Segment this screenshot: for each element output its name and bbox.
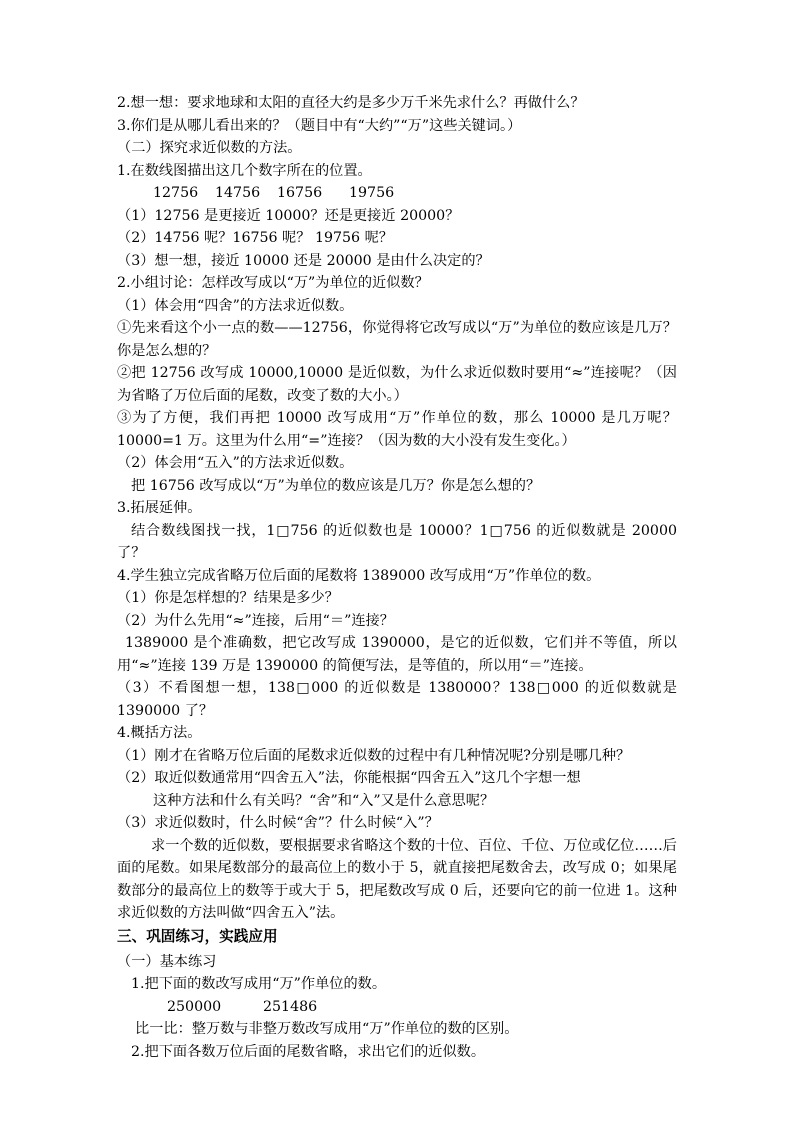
step-line: 1.在数线图描出这几个数字所在的位置。 [117,162,372,179]
step-line: 3.拓展延伸。 [117,500,202,516]
number: 250000 [167,998,222,1015]
question-line: （1）你是怎样想的？结果是多少？ [117,590,339,606]
exercise-line: 比一比：整万数与非整万数改写成用“万”作单位的数的区别。 [135,1021,519,1037]
paragraph: ①先来看这个小一点的数——12756，你觉得将它改写成以“万”为单位的数应该是几万？你是怎么想的？ [117,320,677,359]
paragraph: （1）刚才在省略万位后面的尾数求近似数的过程中有几种情况呢?分别是哪几种？ [117,747,631,764]
paragraph: 1389000 是个准确数，把它改写成 1390000，是它的近似数，它们并不等值，所以用“≈”连接 139 万是 1390000 的简便写法，是等值的，所以用“＝”连接。 [117,635,677,674]
section-title: 三、巩固练习，实践应用 [117,927,278,945]
number: 16756 [277,185,323,201]
question-line: （2）取近似数通常用“四舍五入”法，你能根据“四舍五入”这几个字想一想 [117,770,581,786]
number-row [117,182,677,205]
number: 19756 [349,185,395,201]
question-line: 2.想一想：要求地球和太阳的直径大约是多少万千米先求什么？再做什么？ [117,95,585,111]
step-line: 4.学生独立完成省略万位后面的尾数将 1389000 改写成用“万”作单位的数。 [117,567,601,584]
paragraph: ②把 12756 改写成 10000,10000 是近似数，为什么求近似数时要用“≈”连接呢？（因为省略了万位后面的尾数，改变了数的大小。） [117,365,677,404]
number-row [117,996,677,1019]
paragraph: 结合数线图找一找，1□756 的近似数也是 10000？1□756 的近似数就是 20000 了？ [117,522,677,561]
exercise-line: 2.把下面各数万位后面的尾数省略，求出它们的近似数。 [131,1043,486,1060]
step-line: 4.概括方法。 [117,725,202,741]
paragraph: 求一个数的近似数，要根据要求省略这个数的十位、百位、千位、万位或亿位……后面的尾数。如果尾数部分的最高位上的数小于 5，就直接把尾数舍去，改写成 0；如果尾数部分的最高位上的数等于或大于 5，把尾数改写成 0 后，还要向它的前一位进 1。这种求近似数的方法叫做“四舍五入”法。 [117,837,677,921]
number: 14756 [215,185,261,201]
paragraph: ③为了方便，我们再把 10000 改写成用“万”作单位的数，那么 10000 是几万呢？10000=1 万。这里为什么用“=”连接？（因为数的大小没有发生变化。） [117,410,677,449]
document-body [117,92,677,1063]
step-line: （2）体会用“五入”的方法求近似数。 [117,455,354,471]
question-line: （2）为什么先用“≈”连接，后用“＝”连接？ [117,612,394,629]
question-line: （3）想一想，接近 10000 还是 20000 是由什么决定的？ [117,252,490,269]
subsection-heading: （一）基本练习 [117,953,217,970]
paragraph: （3）不看图想一想，138□000 的近似数是 1380000？138□000 的近似数就是 1390000 了？ [117,680,677,719]
section-heading: （二）探究求近似数的方法。 [117,140,302,156]
step-line: （1）体会用“四舍”的方法求近似数。 [117,297,354,314]
step-line: 2.小组讨论：怎样改写成以“万”为单位的近似数？ [117,275,429,291]
number: 12756 [153,185,199,201]
question-line: 这种方法和什么有关吗？“舍”和“入”又是什么意思呢？ [153,792,495,809]
question-line: （1）12756 是更接近 10000？还是更接近 20000？ [117,207,460,224]
question-line: 把 16756 改写成以“万”为单位的数应该是几万？你是怎么想的？ [131,477,541,494]
question-line: （2）14756 呢？16756 呢？ 19756 呢？ [117,230,393,246]
number: 251486 [263,998,318,1015]
exercise-line: 1.把下面的数改写成用“万”作单位的数。 [131,976,387,992]
question-line: （3）求近似数时，什么时候“舍”？什么时候“入”？ [117,815,439,831]
question-line: 3.你们是从哪儿看出来的？（题目中有“大约”“万”这些关键词。） [117,117,522,134]
